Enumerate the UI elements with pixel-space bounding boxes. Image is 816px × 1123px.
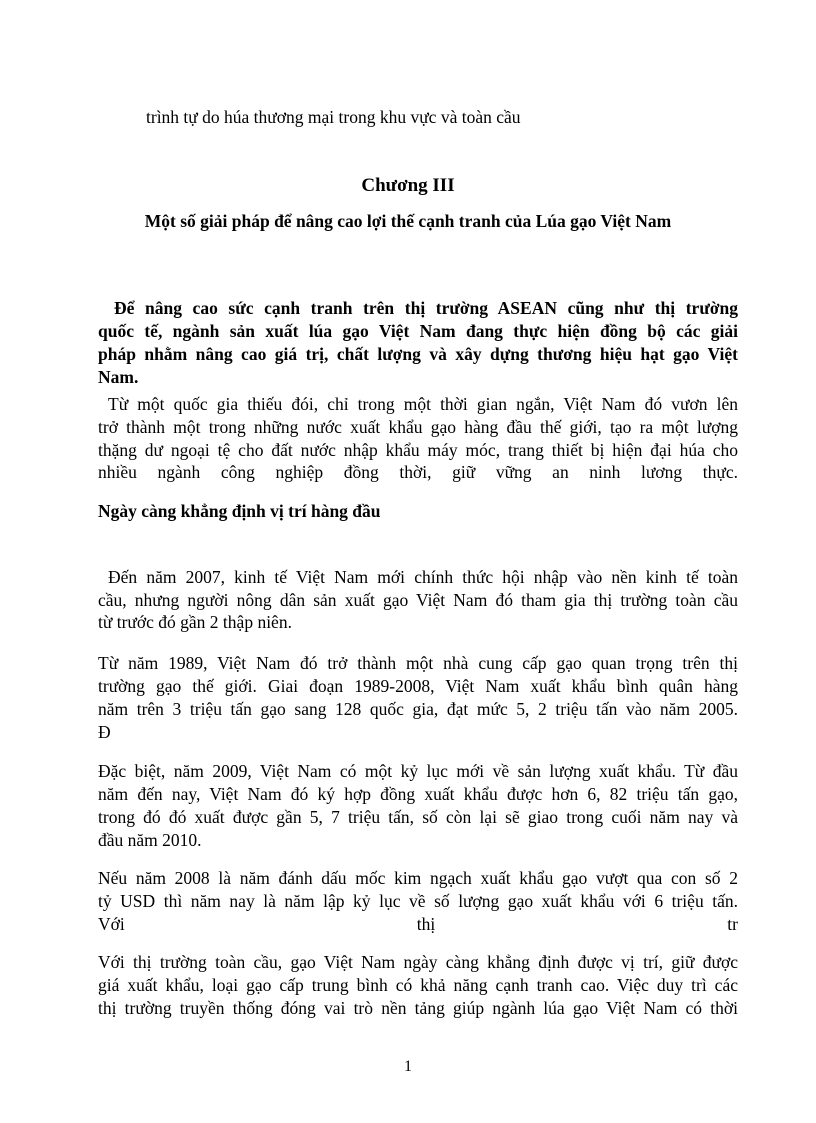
intro-line: quốc tế, ngành sản xuất lúa gạo Việt Nam đang thực hiện đồng bộ các giải: [98, 321, 738, 341]
intro-line: Nam.: [98, 367, 139, 387]
paragraph-line: năm đến nay, Việt Nam đó ký hợp đồng xuất khẩu được hơn 6, 82 triệu tấn gạo,: [98, 784, 738, 804]
paragraph-line: Đặc biệt, năm 2009, Việt Nam có một kỷ lục mới về sản lượng xuất khẩu. Từ đầu: [98, 761, 738, 781]
paragraph-line: Với thị tr: [98, 914, 738, 934]
paragraph-line: từ trước đó gần 2 thập niên.: [98, 612, 292, 632]
paragraph-line: thặng dư ngoại tệ cho đất nước nhập khẩu máy móc, trang thiết bị hiện đại húa cho: [98, 440, 738, 460]
chapter-title: Chương III: [361, 175, 455, 196]
paragraph-line: Đ: [98, 722, 111, 742]
paragraph-line: trở thành một trong những nước xuất khẩu gạo hàng đầu thế giới, tạo ra một lượng: [98, 417, 738, 437]
paragraph-line: Với thị trường toàn cầu, gạo Việt Nam ngày càng khẳng định được vị trí, giữ được: [98, 952, 738, 972]
intro-line: Để nâng cao sức cạnh tranh trên thị trường ASEAN cũng như thị trường: [114, 298, 738, 318]
paragraph-line: đầu năm 2010.: [98, 830, 202, 850]
paragraph-line: Đến năm 2007, kinh tế Việt Nam mới chính thức hội nhập vào nền kinh tế toàn: [108, 567, 738, 587]
page-number: 1: [404, 1058, 412, 1075]
paragraph-line: tỷ USD thì năm nay là năm lập kỷ lục về số lượng gạo xuất khẩu với 6 triệu tấn.: [98, 891, 738, 911]
paragraph-line: trường gạo thế giới. Giai đoạn 1989-2008, Việt Nam xuất khẩu bình quân hàng: [98, 676, 738, 696]
paragraph-line: giá xuất khẩu, loại gạo cấp trung bình có khả năng cạnh tranh cao. Việc duy trì các: [98, 975, 738, 995]
paragraph-line: nhiều ngành công nghiệp đồng thời, giữ vững an ninh lương thực.: [98, 462, 738, 482]
paragraph-line: Từ một quốc gia thiếu đói, chỉ trong một thời gian ngắn, Việt Nam đó vươn lên: [108, 394, 738, 414]
section-heading: Ngày càng khẳng định vị trí hàng đầu: [98, 501, 381, 521]
intro-line: pháp nhằm nâng cao giá trị, chất lượng và xây dựng thương hiệu hạt gạo Việt: [98, 344, 738, 364]
chapter-subtitle: Một số giải pháp để nâng cao lợi thế cạnh tranh của Lúa gạo Việt Nam: [144, 211, 672, 231]
paragraph-line: Nếu năm 2008 là năm đánh dấu mốc kim ngạch xuất khẩu gạo vượt qua con số 2: [98, 868, 738, 888]
paragraph-line: thị trường truyền thống đóng vai trò nền tảng giúp ngành lúa gạo Việt Nam có thời: [98, 998, 738, 1018]
paragraph-line: cầu, nhưng người nông dân sản xuất gạo Việt Nam đó tham gia thị trường toàn cầu: [98, 590, 738, 610]
paragraph-line: trong đó đó xuất được gần 5, 7 triệu tấn, số còn lại sẽ giao trong cuối năm nay và: [98, 807, 738, 827]
paragraph-line: năm trên 3 triệu tấn gạo sang 128 quốc gia, đạt mức 5, 2 triệu tấn vào năm 2005.: [98, 699, 738, 719]
continuation-line: trình tự do húa thương mại trong khu vực và toàn cầu: [146, 107, 521, 127]
paragraph-line: Từ năm 1989, Việt Nam đó trở thành một nhà cung cấp gạo quan trọng trên thị: [98, 653, 738, 673]
